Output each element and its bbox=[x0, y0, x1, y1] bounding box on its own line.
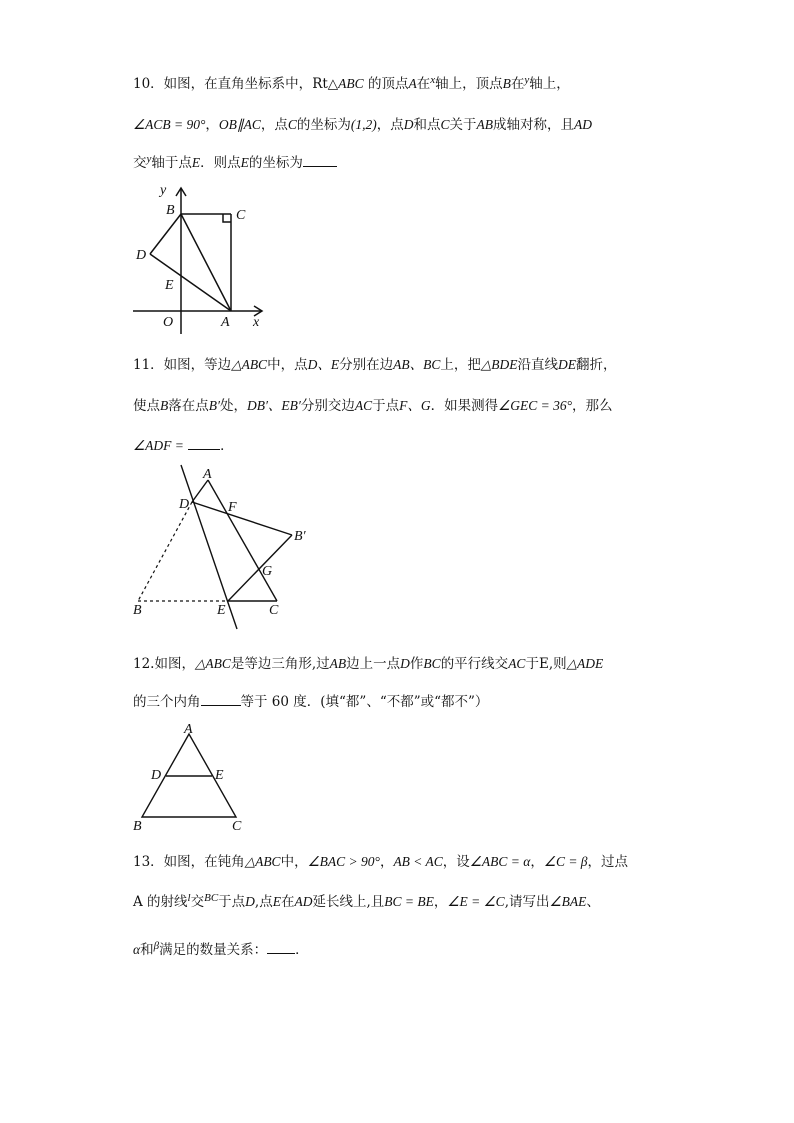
label-b-prime: B′ bbox=[294, 529, 306, 544]
label-e: E bbox=[215, 768, 224, 783]
q10-line2: ∠ACB = 90°，OB∥AC，点C的坐标为(1,2)，点D和点C关于AB成轴对称，且AD bbox=[133, 117, 593, 133]
label-y: y bbox=[160, 183, 167, 198]
label-b: B bbox=[133, 819, 142, 834]
label-b: B bbox=[133, 603, 142, 618]
q10-line3: 交$^y$轴于点E．则点E的坐标为 bbox=[133, 154, 337, 172]
label-c: C bbox=[236, 208, 246, 223]
label-e: E bbox=[165, 278, 174, 293]
label-d: D bbox=[151, 768, 162, 783]
label-e: E bbox=[217, 603, 226, 618]
q13-line1: 13．如图，在钝角△ABC中，∠BAC > 90°，AB < AC，设∠ABC = α，∠C = β，过点 bbox=[133, 854, 629, 870]
q13-line2: A 的射线$^l$交$^{BC}$于点D,点E在AD延长线上,且BC = BE，∠E = ∠C,请写出∠BAE、 bbox=[133, 892, 600, 910]
label-c: C bbox=[232, 819, 242, 834]
label-a: A bbox=[184, 722, 193, 737]
label-g: G bbox=[262, 564, 273, 579]
label-x: x bbox=[253, 315, 260, 330]
answer-blank[interactable] bbox=[267, 941, 295, 954]
label-d: D bbox=[136, 248, 147, 263]
q11-line2: 使点B落在点B′处，DB′、EB′分别交边AC于点F、G．如果测得∠GEC = 36°，那么 bbox=[133, 398, 613, 414]
label-o: O bbox=[163, 315, 174, 330]
q13-line3: α和$^\beta$满足的数量关系： ． bbox=[133, 940, 309, 958]
q10-line1: 10．如图，在直角坐标系中，Rt△ABC 的顶点A在$^x$轴上，顶点B在$^y$轴上， bbox=[133, 74, 570, 92]
label-b: B bbox=[166, 203, 175, 218]
q12-line2: 的三个内角 等于 60 度．(填“都”、“不都”或“都不”） bbox=[133, 694, 489, 710]
label-a: A bbox=[221, 315, 230, 330]
label-c: C bbox=[269, 603, 279, 618]
label-f: F bbox=[228, 500, 237, 515]
label-a: A bbox=[203, 467, 212, 482]
q11-line3: ∠ADF = ． bbox=[133, 438, 234, 454]
label-d: D bbox=[179, 497, 190, 512]
q12-line1: 12.如图，△ABC是等边三角形,过AB边上一点D作BC的平行线交AC于E,则△ADE bbox=[133, 656, 604, 672]
q11-line1: 11．如图，等边△ABC中，点D、E分别在边AB、BC上，把△BDE沿直线DE翻折， bbox=[133, 357, 617, 373]
